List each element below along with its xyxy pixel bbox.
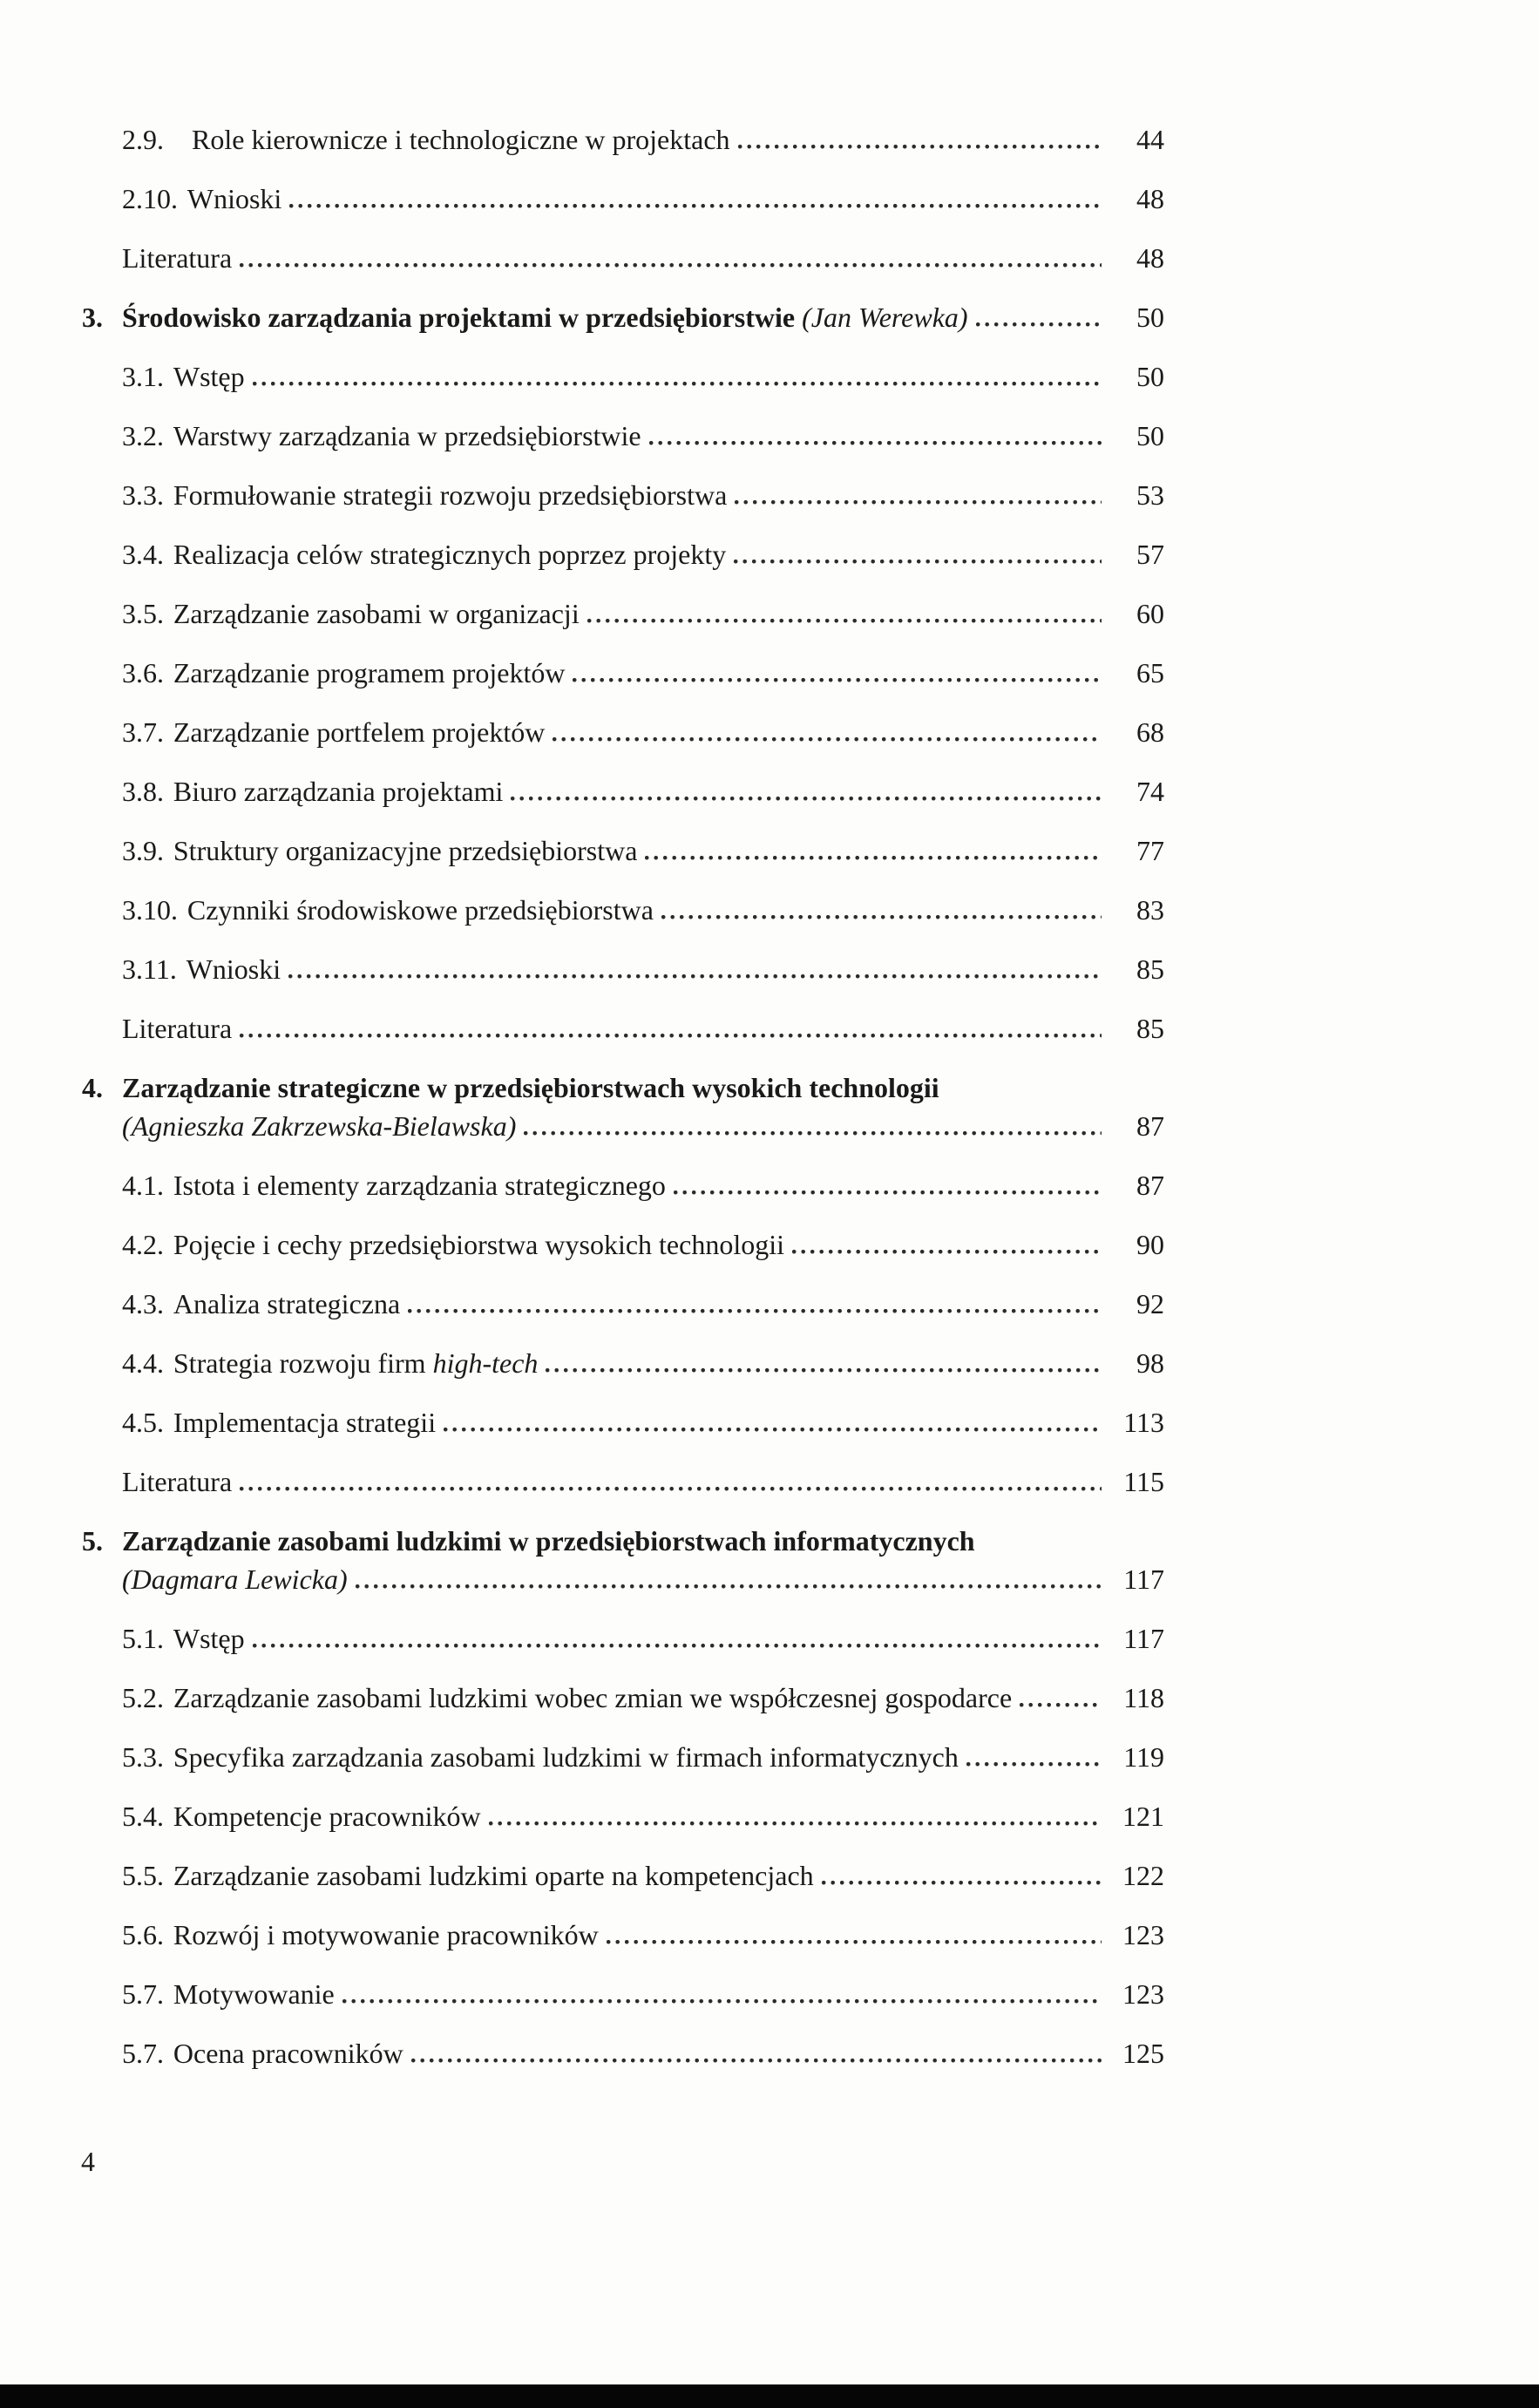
- entry-page-number: 90: [1136, 1229, 1164, 1260]
- entry-page-number: 65: [1136, 657, 1164, 688]
- entry-number: 5.: [82, 1525, 103, 1557]
- entry-page-number: 60: [1136, 598, 1164, 629]
- entry-title: (Dagmara Lewicka): [122, 1564, 348, 1595]
- entry-number: 3.1.: [122, 361, 164, 392]
- entry-number: 2.10.: [122, 183, 178, 214]
- entry-page-number: 123: [1122, 1978, 1164, 2010]
- toc-sub-entry: [122, 1286, 1164, 1321]
- dot-leader: [661, 915, 1102, 919]
- scan-edge-artifact: [0, 2384, 1539, 2408]
- dot-leader: [511, 797, 1102, 801]
- entry-number: 3.8.: [122, 776, 164, 807]
- dot-leader: [289, 204, 1102, 208]
- toc-sub-entry: [122, 1168, 1164, 1203]
- dot-leader: [607, 1940, 1102, 1944]
- dot-leader: [587, 619, 1102, 623]
- entry-title: Analiza strategiczna: [173, 1288, 401, 1319]
- entry-page-number: 85: [1136, 1013, 1164, 1044]
- dot-leader: [735, 500, 1102, 505]
- entry-number: 4.1.: [122, 1170, 164, 1201]
- entry-title: Pojęcie i cechy przedsiębiorstwa wysokich technologii: [173, 1229, 784, 1260]
- entry-page-number: 68: [1136, 716, 1164, 748]
- toc-sub-entry: [122, 655, 1164, 690]
- dot-leader: [253, 382, 1102, 386]
- entry-page-number: 115: [1123, 1466, 1164, 1497]
- entry-page-number: 123: [1122, 1919, 1164, 1950]
- dot-leader: [240, 1034, 1102, 1038]
- entry-title: Biuro zarządzania projektami: [173, 776, 504, 807]
- dot-leader: [253, 1644, 1102, 1648]
- toc-chapter-entry: [82, 1070, 1164, 1105]
- entry-title: Wstęp: [173, 1623, 245, 1654]
- toc-sub-entry: [122, 241, 1164, 275]
- entry-title: Zarządzanie zasobami ludzkimi wobec zmian we współczesnej gospodarce: [173, 1682, 1013, 1713]
- dot-leader: [444, 1428, 1102, 1432]
- entry-number: 3.11.: [122, 953, 177, 985]
- entry-number: 4.5.: [122, 1407, 164, 1438]
- entry-title: Czynniki środowiskowe przedsiębiorstwa: [186, 894, 654, 926]
- toc-sub-entry: [122, 478, 1164, 512]
- entry-number: 3.2.: [122, 420, 164, 451]
- entry-number: 5.7.: [122, 2038, 164, 2069]
- dot-leader: [1020, 1703, 1102, 1707]
- dot-leader: [553, 737, 1102, 742]
- toc-sub-entry: [122, 1799, 1164, 1834]
- toc-sub-entry: [122, 774, 1164, 809]
- table-of-contents: [82, 122, 1164, 2095]
- entry-title: Literatura: [122, 1013, 233, 1044]
- entry-number: 3.4.: [122, 539, 164, 570]
- toc-sub-entry: [122, 1621, 1164, 1656]
- entry-title: Motywowanie: [173, 1978, 335, 2010]
- entry-title: Ocena pracowników: [173, 2038, 403, 2069]
- entry-title: (Agnieszka Zakrzewska-Bielawska): [122, 1110, 517, 1142]
- entry-title: Implementacja strategii: [173, 1407, 437, 1438]
- entry-page-number: 85: [1136, 953, 1164, 985]
- entry-title: Role kierownicze i technologiczne w projektach: [192, 124, 730, 155]
- toc-sub-entry: [122, 1680, 1164, 1715]
- entry-number: 3.3.: [122, 479, 164, 511]
- dot-leader: [240, 263, 1102, 268]
- entry-title: Kompetencje pracowników: [173, 1801, 481, 1832]
- entry-title: Środowisko zarządzania projektami w przedsiębiorstwie (Jan Werewka): [122, 302, 968, 333]
- toc-sub-entry: [122, 892, 1164, 927]
- dot-leader: [738, 145, 1102, 149]
- entry-title: Zarządzanie portfelem projektów: [173, 716, 546, 748]
- entry-title: Literatura: [122, 242, 233, 274]
- toc-sub-entry: [122, 715, 1164, 750]
- entry-page-number: 50: [1136, 420, 1164, 451]
- entry-title: Wnioski: [186, 953, 281, 985]
- toc-sub-entry: [122, 1464, 1164, 1499]
- entry-page-number: 122: [1122, 1860, 1164, 1891]
- entry-number: 5.2.: [122, 1682, 164, 1713]
- entry-title: Rozwój i motywowanie pracowników: [173, 1919, 599, 1950]
- dot-leader: [976, 322, 1102, 327]
- dot-leader: [822, 1881, 1102, 1885]
- toc-sub-entry: [122, 1858, 1164, 1893]
- entry-page-number: 87: [1136, 1170, 1164, 1201]
- toc-sub-entry: [122, 1977, 1164, 2011]
- entry-number: 3.: [82, 302, 103, 333]
- entry-number: 3.5.: [122, 598, 164, 629]
- entry-number: 4.2.: [122, 1229, 164, 1260]
- entry-page-number: 119: [1123, 1741, 1164, 1773]
- entry-page-number: 48: [1136, 183, 1164, 214]
- dot-leader: [288, 974, 1102, 979]
- toc-sub-entry: [122, 952, 1164, 987]
- toc-sub-entry: [122, 1740, 1164, 1774]
- dot-leader: [546, 1368, 1102, 1373]
- dot-leader: [356, 1584, 1102, 1589]
- entry-page-number: 121: [1122, 1801, 1164, 1832]
- entry-page-number: 53: [1136, 479, 1164, 511]
- entry-number: 3.10.: [122, 894, 178, 926]
- entry-number: 4.4.: [122, 1347, 164, 1379]
- entry-title: Strategia rozwoju firm high-tech: [173, 1347, 539, 1379]
- toc-sub-entry: [122, 1011, 1164, 1046]
- dot-leader: [649, 441, 1102, 445]
- entry-page-number: 87: [1136, 1110, 1164, 1142]
- entry-title: Warstwy zarządzania w przedsiębiorstwie: [173, 420, 641, 451]
- toc-sub-entry: [122, 537, 1164, 572]
- toc-entry-continuation: [122, 1562, 1164, 1597]
- entry-page-number: 44: [1136, 124, 1164, 155]
- dot-leader: [734, 560, 1102, 564]
- entry-title: Wstęp: [173, 361, 245, 392]
- entry-page-number: 57: [1136, 539, 1164, 570]
- entry-page-number: 50: [1136, 302, 1164, 333]
- entry-number: 3.7.: [122, 716, 164, 748]
- entry-title: Zarządzanie zasobami w organizacji: [173, 598, 580, 629]
- dot-leader: [342, 1999, 1102, 2004]
- entry-title: Realizacja celów strategicznych poprzez projekty: [173, 539, 727, 570]
- entry-title: Specyfika zarządzania zasobami ludzkimi w firmach informatycznych: [173, 1741, 959, 1773]
- entry-page-number: 50: [1136, 361, 1164, 392]
- entry-number: 5.1.: [122, 1623, 164, 1654]
- toc-sub-entry: [122, 596, 1164, 631]
- toc-chapter-entry: [82, 300, 1164, 335]
- entry-number: 2.9.: [122, 124, 164, 155]
- entry-title: Zarządzanie strategiczne w przedsiębiorstwach wysokich technologii: [122, 1072, 939, 1103]
- toc-chapter-entry: [82, 1523, 1164, 1558]
- entry-title: Wnioski: [186, 183, 282, 214]
- toc-sub-entry: [122, 833, 1164, 868]
- entry-title: Literatura: [122, 1466, 233, 1497]
- dot-leader: [573, 678, 1102, 682]
- dot-leader: [645, 856, 1102, 860]
- toc-sub-entry: [122, 1405, 1164, 1440]
- entry-page-number: 83: [1136, 894, 1164, 926]
- toc-sub-entry: [122, 418, 1164, 453]
- entry-page-number: 113: [1123, 1407, 1164, 1438]
- entry-title: Struktury organizacyjne przedsiębiorstwa: [173, 835, 638, 866]
- entry-page-number: 74: [1136, 776, 1164, 807]
- entry-page-number: 92: [1136, 1288, 1164, 1319]
- entry-number: 4.: [82, 1072, 103, 1103]
- entry-number: 5.7.: [122, 1978, 164, 2010]
- entry-title: Istota i elementy zarządzania strategicznego: [173, 1170, 666, 1201]
- entry-number: 5.3.: [122, 1741, 164, 1773]
- dot-leader: [408, 1309, 1102, 1313]
- dot-leader: [524, 1131, 1102, 1136]
- page-number-folio: 4: [81, 2146, 95, 2177]
- toc-sub-entry: [122, 359, 1164, 394]
- entry-page-number: 77: [1136, 835, 1164, 866]
- dot-leader: [240, 1487, 1102, 1491]
- entry-number: 3.6.: [122, 657, 164, 688]
- toc-sub-entry: [122, 1917, 1164, 1952]
- entry-number: 5.4.: [122, 1801, 164, 1832]
- toc-sub-entry: [122, 2036, 1164, 2071]
- entry-page-number: 98: [1136, 1347, 1164, 1379]
- entry-page-number: 48: [1136, 242, 1164, 274]
- entry-number: 3.9.: [122, 835, 164, 866]
- dot-leader: [966, 1762, 1102, 1767]
- entry-number: 5.5.: [122, 1860, 164, 1891]
- entry-title: Zarządzanie zasobami ludzkimi w przedsiębiorstwach informatycznych: [122, 1525, 975, 1557]
- entry-number: 5.6.: [122, 1919, 164, 1950]
- entry-number: 4.3.: [122, 1288, 164, 1319]
- dot-leader: [674, 1190, 1102, 1195]
- toc-sub-entry: [122, 1346, 1164, 1380]
- dot-leader: [792, 1250, 1102, 1254]
- entry-page-number: 125: [1122, 2038, 1164, 2069]
- entry-page-number: 118: [1123, 1682, 1164, 1713]
- entry-page-number: 117: [1123, 1623, 1164, 1654]
- dot-leader: [489, 1821, 1102, 1826]
- entry-page-number: 117: [1123, 1564, 1164, 1595]
- entry-title: Zarządzanie programem projektów: [173, 657, 566, 688]
- toc-sub-entry: [122, 122, 1164, 157]
- entry-title: Zarządzanie zasobami ludzkimi oparte na kompetencjach: [173, 1860, 814, 1891]
- toc-entry-continuation: [122, 1109, 1164, 1143]
- toc-sub-entry: [122, 181, 1164, 216]
- dot-leader: [411, 2059, 1102, 2063]
- entry-title: Formułowanie strategii rozwoju przedsiębiorstwa: [173, 479, 728, 511]
- toc-sub-entry: [122, 1227, 1164, 1262]
